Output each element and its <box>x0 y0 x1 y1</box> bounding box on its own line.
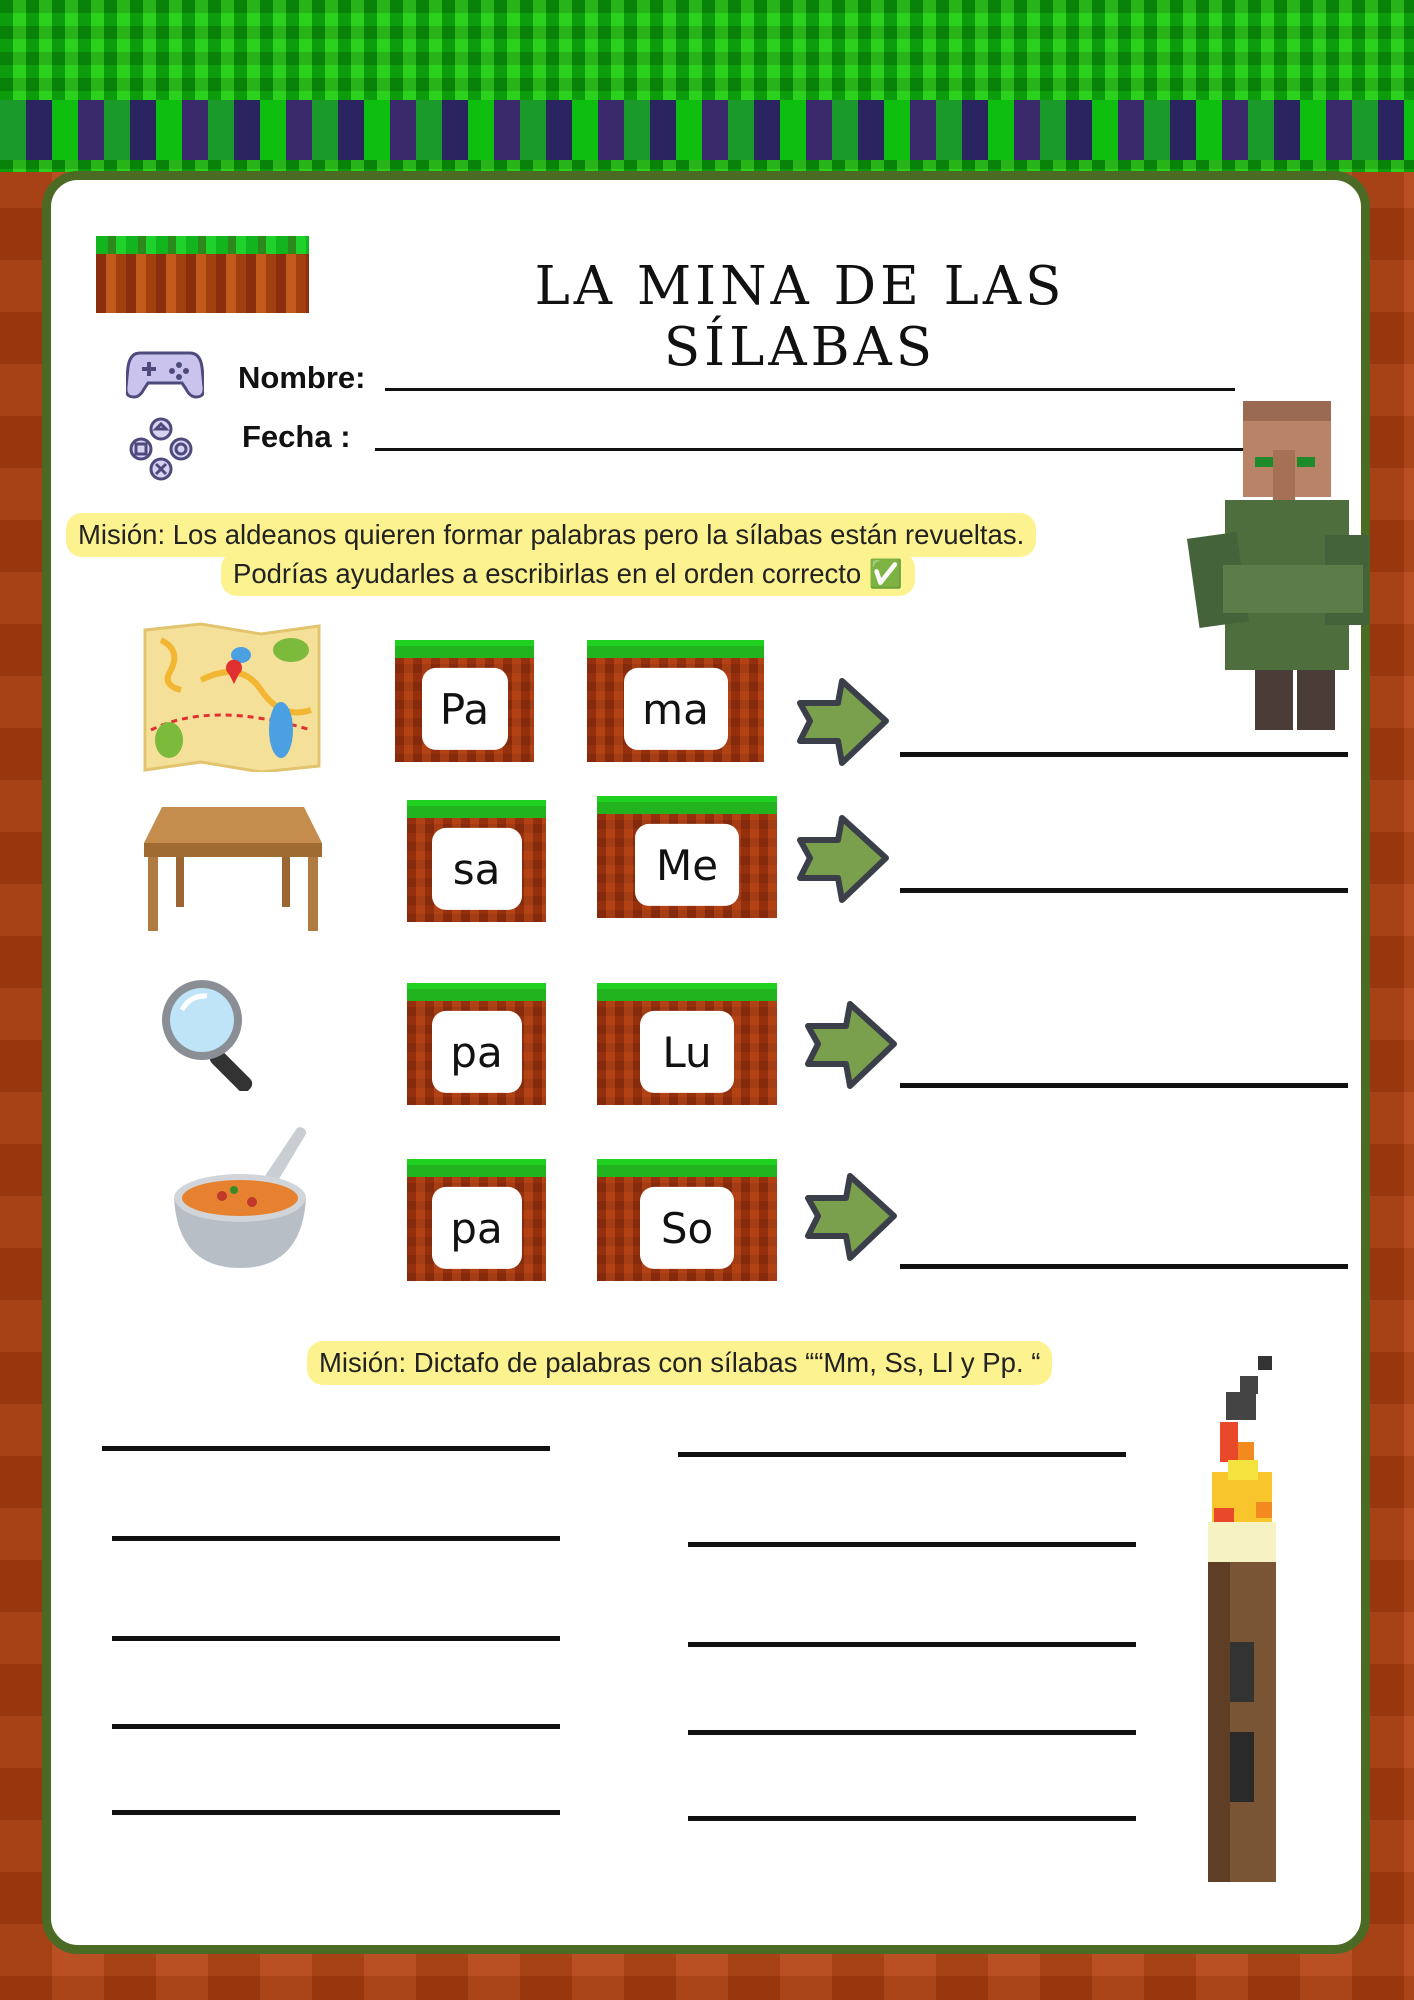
answer-line[interactable] <box>900 1264 1348 1269</box>
syllable-block[interactable] <box>407 800 546 922</box>
dictation-line[interactable] <box>112 1810 560 1815</box>
table-icon <box>142 803 324 933</box>
dictation-line[interactable] <box>102 1446 550 1451</box>
dictation-line[interactable] <box>112 1636 560 1641</box>
magnifying-glass-icon <box>157 975 273 1091</box>
dictation-instructions: Misión: Dictafo de palabras con sílabas ““Mm, Ss, Ll y Pp. “ <box>307 1341 1052 1385</box>
soup-bowl-icon <box>172 1118 312 1278</box>
syllable-card: pa <box>432 1011 522 1093</box>
grass-edge <box>0 100 1414 160</box>
map-icon <box>141 620 323 772</box>
dictation-line[interactable] <box>688 1542 1136 1547</box>
grass-block-logo <box>96 236 309 313</box>
dpad-icon <box>128 416 194 482</box>
syllable-card: Lu <box>640 1011 734 1093</box>
dictation-line[interactable] <box>688 1816 1136 1821</box>
syllable-card: Me <box>635 824 739 906</box>
dictation-line[interactable] <box>688 1642 1136 1647</box>
syllable-block[interactable] <box>587 640 764 762</box>
syllable-card: Pa <box>422 668 508 750</box>
dictation-line[interactable] <box>112 1724 560 1729</box>
arrow-icon <box>800 1170 900 1265</box>
mission-instructions-line2: Podrías ayudarles a escribirlas en el orden correcto ✅ <box>221 552 915 596</box>
name-line[interactable] <box>385 388 1235 391</box>
arrow-icon <box>800 998 900 1093</box>
arrow-icon <box>792 675 892 770</box>
syllable-card: sa <box>432 828 522 910</box>
villager-icon <box>1185 395 1373 755</box>
name-label: Nombre: <box>238 360 366 395</box>
syllable-block[interactable] <box>407 1159 546 1281</box>
syllable-block[interactable] <box>597 983 777 1105</box>
answer-line[interactable] <box>900 888 1348 893</box>
syllable-block[interactable] <box>597 796 777 918</box>
gamepad-icon <box>126 345 204 401</box>
syllable-block[interactable] <box>395 640 534 762</box>
answer-line[interactable] <box>900 752 1348 757</box>
arrow-icon <box>792 812 892 907</box>
syllable-card: ma <box>624 668 728 750</box>
syllable-block[interactable] <box>407 983 546 1105</box>
dictation-line[interactable] <box>678 1452 1126 1457</box>
mission-instructions: Misión: Los aldeanos quieren formar palabras pero la sílabas están revueltas. <box>66 513 1036 557</box>
date-line[interactable] <box>375 448 1255 451</box>
dictation-line[interactable] <box>688 1730 1136 1735</box>
answer-line[interactable] <box>900 1083 1348 1088</box>
torch-icon <box>1180 1352 1304 1892</box>
syllable-card: pa <box>432 1187 522 1269</box>
dictation-line[interactable] <box>112 1536 560 1541</box>
syllable-block[interactable] <box>597 1159 777 1281</box>
date-label: Fecha : <box>242 419 351 454</box>
syllable-card: So <box>640 1187 734 1269</box>
page-title: LA MINA DE LAS SÍLABAS <box>534 256 1066 378</box>
